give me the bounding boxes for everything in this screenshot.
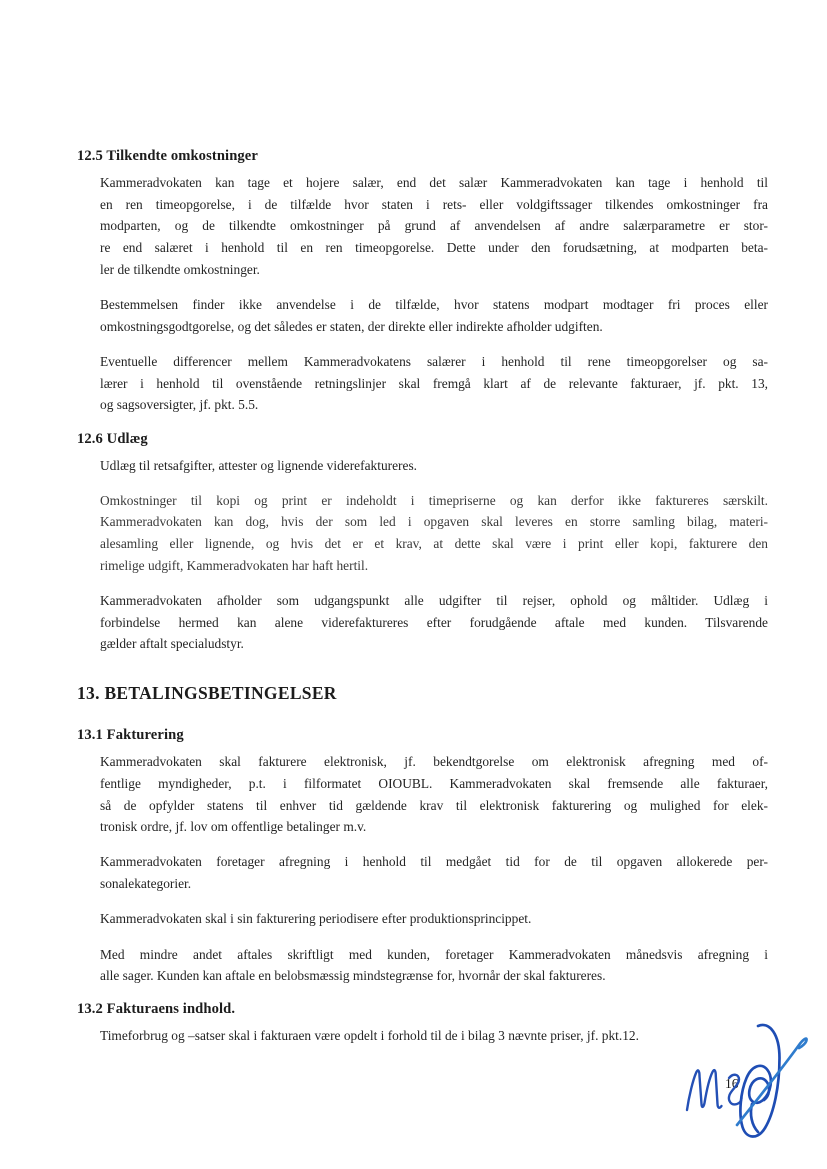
text-line: sonalekategorier.: [100, 876, 192, 892]
section-heading-12-5: 12.5 Tilkendte omkostninger: [77, 148, 258, 164]
text-line: rimelige udgift, Kammeradvokaten har haft hertil.: [100, 557, 369, 573]
text-line: Kammeradvokaten kan dog, hvis der som led i opgaven skal leveres en storre samling bilag, materi-: [100, 514, 768, 530]
text-line: Timeforbrug og –satser skal i fakturaen være opdelt i forhold til de i bilag 3 nævnte priser, jf. pkt.12.: [100, 1028, 639, 1044]
text-line: og sagsoversigter, jf. pkt. 5.5.: [100, 397, 259, 413]
text-line: alesamling eller lignende, og hvis det er et krav, at dette skal være i print eller kopi, fakturere den: [100, 536, 768, 552]
page-number: 16: [725, 1076, 739, 1091]
paragraph: [100, 294, 768, 337]
text-line: re end salæret i henhold til en ren timeopgorelse. Dette under den forudsætning, at modparten beta-: [100, 240, 768, 256]
paragraph: [100, 851, 768, 894]
paragraph: [100, 490, 768, 577]
paragraph: [100, 908, 768, 930]
text-line: Med mindre andet aftales skriftligt med kunden, foretager Kammeradvokaten månedsvis afregning i: [100, 946, 768, 962]
paragraph: [100, 590, 768, 655]
text-line: Kammeradvokaten kan tage et hojere salær, end det salær Kammeradvokaten kan tage i henhold til: [100, 175, 768, 190]
text-line: omkostningsgodtgorelse, og det således er staten, der direkte eller indirekte afholder udgiften.: [100, 318, 603, 334]
initials-ms-ink: [687, 1070, 742, 1110]
text-line: tronisk ordre, jf. lov om offentlige betalinger m.v.: [100, 819, 367, 835]
text-line: Kammeradvokaten afholder som udgangspunkt alle udgifter til rejser, ophold og måltider. Udlæg i: [100, 593, 768, 609]
paragraph: [100, 944, 768, 987]
section-heading-13-2: 13.2 Fakturaens indhold.: [77, 1001, 236, 1018]
paragraph: [100, 751, 768, 838]
text-line: ler de tilkendte omkostninger.: [100, 261, 260, 277]
document-content: [77, 147, 770, 1061]
section-13-2: [77, 1000, 770, 1047]
text-line: Kammeradvokaten skal fakturere elektronisk, jf. bekendtgorelse om elektronisk afregning med of-: [100, 754, 768, 770]
text-line: Kammeradvokaten skal i sin fakturering periodisere efter produktionsprincippet.: [100, 911, 532, 927]
section-heading-13-1: 13.1 Fakturering: [77, 727, 184, 744]
section-12-6: [77, 430, 770, 656]
text-line: gælder aftalt specialudstyr.: [100, 636, 244, 652]
text-line: lærer i henhold til ovenstående retningslinjer skal fremgå klart af de relevante fakturaer, jf. pkt. 13,: [100, 375, 768, 391]
section-heading-12-6: 12.6 Udlæg: [77, 430, 148, 447]
text-line: Udlæg til retsafgifter, attester og lignende viderefaktureres.: [100, 457, 418, 473]
text-line: Omkostninger til kopi og print er indeholdt i timepriserne og kan derfor ikke faktureres særskilt.: [100, 492, 768, 508]
paragraph: [100, 455, 768, 477]
text-line: alle sager. Kunden kan aftale en belobsmæssig mindstegrænse for, hvornår der skal faktureres.: [100, 968, 606, 984]
chapter-heading-13: 13. BETALINGSBETINGELSER: [77, 683, 337, 704]
section-12-5: [77, 147, 770, 416]
paragraph: [100, 1025, 768, 1047]
text-line: forbindelse hermed kan alene viderefaktureres efter forudgående aftale med kunden. Tilsvarende: [100, 614, 768, 630]
text-line: Eventuelle differencer mellem Kammeradvokatens salærer i henhold til rene timeopgorelser og sa-: [100, 353, 768, 369]
section-13-1: [77, 726, 770, 987]
paragraph: [100, 172, 768, 281]
text-line: Bestemmelsen finder ikke anvendelse i de tilfælde, hvor statens modpart modtager fri proces eller: [100, 297, 768, 313]
text-line: en ren timeopgorelse, i de tilfælde hvor staten i rets- eller voldgiftssager tilkendes omkostninger fra: [100, 196, 768, 212]
text-line: Kammeradvokaten foretager afregning i henhold til medgået tid for de til opgaven allokerede per-: [100, 854, 768, 870]
text-line: modparten, og de tilkendte omkostninger på grund af anvendelsen af andre salærparametre er stor-: [100, 218, 768, 234]
paragraph: [100, 351, 768, 416]
text-line: fentlige myndigheder, p.t. i filformatet OIOUBL. Kammeradvokaten skal fremsende alle fakturaer,: [100, 775, 768, 791]
text-line: så de opfylder statens til enhver tid gældende krav til elektronisk fakturering og mulighed for elek-: [100, 797, 768, 813]
